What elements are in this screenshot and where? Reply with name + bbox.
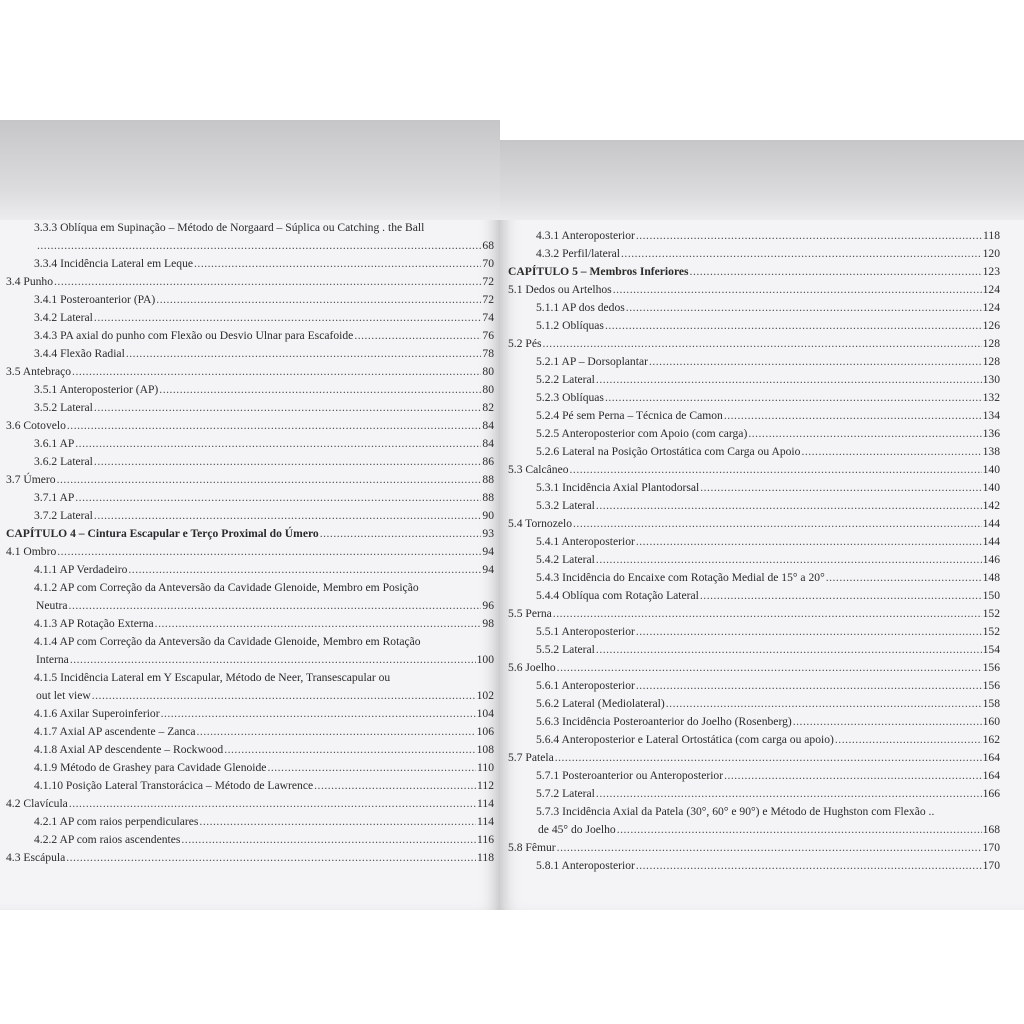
toc-leader-dots: [793, 714, 982, 730]
toc-leader-dots: [57, 544, 481, 560]
toc-page-number: 98: [482, 617, 494, 630]
toc-entry-title: 5.4 Tornozelo: [508, 517, 573, 530]
toc-entry-title: 5.2.6 Lateral na Posição Ortostática com Carga ou Apoio: [536, 445, 801, 458]
toc-leader-dots: [596, 786, 982, 802]
toc-page-number: 154: [982, 643, 1000, 656]
toc-page-number: 94: [482, 545, 494, 558]
toc-leader-dots: [94, 454, 481, 470]
toc-entry-title: 5.1.2 Oblíquas: [536, 319, 604, 332]
toc-page-number: 123: [982, 265, 1000, 278]
toc-leader-dots: [570, 462, 982, 478]
toc-page-number: 84: [482, 437, 494, 450]
toc-leader-dots: [636, 858, 982, 874]
toc-page-number: 166: [982, 787, 1000, 800]
toc-entry: [34, 562, 494, 578]
toc-entry-title: 3.4.2 Lateral: [34, 311, 93, 324]
toc-entry: [536, 714, 1000, 730]
toc-leader-dots: [596, 372, 982, 388]
toc-entry: [34, 454, 494, 470]
toc-entry-title: 5.4.2 Lateral: [536, 553, 595, 566]
toc-entry: [508, 840, 1000, 856]
toc-leader-dots: [159, 382, 481, 398]
toc-page-number: 128: [982, 355, 1000, 368]
toc-page-number: 158: [982, 697, 1000, 710]
toc-page-number: 138: [982, 445, 1000, 458]
toc-entry-title: 5.4.4 Oblíqua com Rotação Lateral: [536, 589, 699, 602]
toc-leader-dots: [54, 274, 481, 290]
toc-page-number: 100: [476, 653, 494, 666]
toc-leader-dots: [72, 364, 481, 380]
toc-leader-dots: [801, 444, 981, 460]
toc-entry-title: 3.7.1 AP: [34, 491, 75, 504]
toc-page-number: 120: [982, 247, 1000, 260]
toc-leader-dots: [666, 696, 982, 712]
toc-leader-dots: [605, 318, 982, 334]
toc-entry-title: 4.1 Ombro: [6, 545, 57, 558]
toc-leader-dots: [314, 778, 476, 794]
toc-entry-title: 5.2 Pés: [508, 337, 542, 350]
toc-leader-dots: [596, 552, 982, 568]
toc-entry: [34, 292, 494, 308]
toc-page-number: 88: [482, 491, 494, 504]
toc-entry: [536, 408, 1000, 424]
toc-page-number: 130: [982, 373, 1000, 386]
toc-leader-dots: [690, 264, 982, 280]
toc-entry-title: 3.5.1 Anteroposterior (AP): [34, 383, 159, 396]
toc-leader-dots: [626, 300, 982, 316]
toc-page-number: 78: [482, 347, 494, 360]
toc-entry: [536, 732, 1000, 748]
toc-entry-title: 3.6.1 AP: [34, 437, 75, 450]
toc-page-number: 96: [482, 599, 494, 612]
toc-leader-dots: [57, 472, 482, 488]
toc-page-number: 124: [982, 301, 1000, 314]
toc-page-number: 118: [477, 851, 494, 864]
toc-entry: [34, 310, 494, 326]
toc-entry-title: 5.3.1 Incidência Axial Plantodorsal: [536, 481, 700, 494]
toc-leader-dots: [194, 256, 481, 272]
toc-entry-title: CAPÍTULO 5 – Membros Inferiores: [508, 265, 689, 278]
toc-page-number: 74: [482, 311, 494, 324]
toc-entry-title: 4.1.5 Incidência Lateral em Y Escapular, Método de Neer, Transescapular ou: [34, 671, 391, 684]
toc-entry: [536, 624, 1000, 640]
toc-entry-title: 5.5.2 Lateral: [536, 643, 595, 656]
toc-entry: [536, 804, 1000, 820]
toc-page-number: 68: [482, 239, 494, 252]
toc-entry-title: 5.6.4 Anteroposterior e Lateral Ortostática (com carga ou apoio): [536, 733, 834, 746]
toc-entry: [536, 426, 1000, 442]
toc-entry-title: 5.7 Patela: [508, 751, 554, 764]
toc-page-number: 104: [476, 707, 494, 720]
toc-page-number: 86: [482, 455, 494, 468]
toc-leader-dots: [835, 732, 982, 748]
toc-leader-dots: [161, 706, 476, 722]
toc-entry-title: 5.7.1 Posteroanterior ou Anteroposterior: [536, 769, 724, 782]
toc-entry: [536, 678, 1000, 694]
toc-entry: [508, 606, 1000, 622]
toc-page-number: 160: [982, 715, 1000, 728]
toc-entry: [536, 318, 1000, 334]
toc-entry-title: 4.2 Clavícula: [6, 797, 68, 810]
page-shadow-band: [500, 140, 1024, 220]
toc-entry-title: 3.6 Cotovelo: [6, 419, 66, 432]
toc-leader-dots: [724, 768, 982, 784]
toc-entry: [34, 436, 494, 452]
toc-entry: [36, 238, 494, 254]
toc-page-number: 80: [482, 383, 494, 396]
toc-entry-title: 5.1.1 AP dos dedos: [536, 301, 625, 314]
toc-chapter-entry: [6, 526, 494, 542]
toc-entry: [536, 480, 1000, 496]
toc-entry: [34, 724, 494, 740]
toc-page-number: 110: [477, 761, 494, 774]
toc-entry: [536, 858, 1000, 874]
toc-entry: [6, 796, 494, 812]
toc-page-number: 170: [982, 841, 1000, 854]
toc-page-number: 72: [482, 293, 494, 306]
toc-entry: [6, 472, 494, 488]
toc-leader-dots: [320, 526, 482, 542]
toc-entry-title: 4.3.2 Perfil/lateral: [536, 247, 621, 260]
toc-entry: [34, 814, 494, 830]
toc-entry: [536, 246, 1000, 262]
toc-leader-dots: [596, 642, 982, 658]
toc-entry-title: 4.1.2 AP com Correção da Anteversão da Cavidade Glenoide, Membro em Posição: [34, 581, 419, 594]
toc-page-number: 146: [982, 553, 1000, 566]
toc-entry: [34, 616, 494, 632]
toc-entry-title: 5.6 Joelho: [508, 661, 556, 674]
toc-entry: [536, 642, 1000, 658]
toc-entry-title: 5.5 Perna: [508, 607, 552, 620]
toc-page-number: 116: [477, 833, 494, 846]
toc-entry-title: 5.1 Dedos ou Artelhos: [508, 283, 612, 296]
toc-leader-dots: [69, 598, 482, 614]
toc-entry-title: 5.4.1 Anteroposterior: [536, 535, 635, 548]
toc-entry-title: 4.1.6 Axilar Superoinferior: [34, 707, 160, 720]
toc-entry-title: 5.8.1 Anteroposterior: [536, 859, 635, 872]
toc-leader-dots: [636, 228, 982, 244]
toc-entry: [536, 372, 1000, 388]
toc-leader-dots: [621, 246, 982, 262]
toc-entry: [536, 390, 1000, 406]
left-page: [0, 120, 500, 910]
toc-leader-dots: [70, 652, 476, 668]
toc-entry: [536, 588, 1000, 604]
toc-leader-dots: [557, 660, 982, 676]
toc-entry-title: 5.3.2 Lateral: [536, 499, 595, 512]
toc-entry-title: 4.3 Escápula: [6, 851, 66, 864]
toc-entry: [34, 742, 494, 758]
toc-entry-title: 5.2.4 Pé sem Perna – Técnica de Camon: [536, 409, 723, 422]
toc-entry-title: 5.5.1 Anteroposterior: [536, 625, 635, 638]
toc-leader-dots: [69, 796, 476, 812]
toc-leader-dots: [636, 678, 982, 694]
toc-entry: [6, 274, 494, 290]
toc-entry-title: de 45° do Joelho: [538, 823, 616, 836]
toc-entry-title: 5.3 Calcâneo: [508, 463, 569, 476]
toc-entry-title: Neutra: [36, 599, 68, 612]
toc-entry: [538, 822, 1000, 838]
toc-entry: [508, 660, 1000, 676]
toc-entry-title: 3.4.3 PA axial do punho com Flexão ou Desvio Ulnar para Escafoide: [34, 329, 354, 342]
toc-leader-dots: [128, 562, 481, 578]
toc-page-number: 94: [482, 563, 494, 576]
toc-leader-dots: [573, 516, 982, 532]
toc-entry: [34, 706, 494, 722]
toc-entry: [34, 382, 494, 398]
toc-page-number: 170: [982, 859, 1000, 872]
toc-entry-title: 4.1.4 AP com Correção da Anteversão da Cavidade Glenoide, Membro em Rotação: [34, 635, 421, 648]
toc-page-number: 90: [482, 509, 494, 522]
toc-entry: [508, 750, 1000, 766]
toc-page-number: 108: [476, 743, 494, 756]
toc-entry-title: 5.2.3 Oblíquas: [536, 391, 604, 404]
toc-entry-title: 3.4.4 Flexão Radial: [34, 347, 125, 360]
toc-page-number: 88: [482, 473, 494, 486]
toc-entry: [508, 516, 1000, 532]
toc-entry: [36, 688, 494, 704]
toc-entry: [536, 444, 1000, 460]
toc-leader-dots: [224, 742, 475, 758]
toc-page-number: 124: [982, 283, 1000, 296]
toc-entry: [34, 832, 494, 848]
toc-page-number: 148: [982, 571, 1000, 584]
toc-page-number: 80: [482, 365, 494, 378]
toc-entry-title: Interna: [36, 653, 69, 666]
toc-entry-title: 3.7.2 Lateral: [34, 509, 93, 522]
toc-entry-title: 4.1.8 Axial AP descendente – Rockwood: [34, 743, 224, 756]
toc-entry-title: 5.6.1 Anteroposterior: [536, 679, 635, 692]
toc-page-number: 140: [982, 463, 1000, 476]
toc-entry-title: 4.3.1 Anteroposterior: [536, 229, 635, 242]
toc-page-number: 142: [982, 499, 1000, 512]
toc-entry: [34, 580, 494, 596]
toc-page-number: 106: [476, 725, 494, 738]
toc-page-number: 102: [476, 689, 494, 702]
toc-leader-dots: [748, 426, 981, 442]
toc-chapter-entry: [508, 264, 1000, 280]
toc-leader-dots: [826, 570, 982, 586]
toc-entry: [34, 508, 494, 524]
toc-entry: [34, 634, 494, 650]
toc-page-number: 134: [982, 409, 1000, 422]
toc-leader-dots: [197, 724, 476, 740]
toc-entry-title: 5.7.2 Lateral: [536, 787, 595, 800]
toc-leader-dots: [75, 490, 481, 506]
toc-leader-dots: [94, 508, 481, 524]
toc-leader-dots: [75, 436, 481, 452]
toc-entry: [6, 364, 494, 380]
toc-entry-title: 5.7.3 Incidência Axial da Patela (30°, 60° e 90°) e Método de Hughston com Flexão ..: [536, 805, 935, 818]
toc-entry-title: 4.1.9 Método de Grashey para Cavidade Glenoide: [34, 761, 267, 774]
toc-leader-dots: [199, 814, 476, 830]
toc-page-number: 152: [982, 625, 1000, 638]
toc-entry: [536, 228, 1000, 244]
toc-entry-title: 4.1.10 Posição Lateral Transtorácica – Método de Lawrence: [34, 779, 314, 792]
toc-entry-title: 3.3.3 Oblíqua em Supinação – Método de Norgaard – Súplica ou Catching . the Ball: [34, 221, 425, 234]
toc-page-number: 93: [482, 527, 494, 540]
toc-leader-dots: [67, 418, 482, 434]
toc-entry: [34, 490, 494, 506]
toc-leader-dots: [700, 480, 981, 496]
toc-entry: [36, 652, 494, 668]
toc-entry: [508, 462, 1000, 478]
toc-page-number: 126: [982, 319, 1000, 332]
toc-entry-title: 3.5.2 Lateral: [34, 401, 93, 414]
toc-entry-title: 5.8 Fêmur: [508, 841, 556, 854]
toc-leader-dots: [636, 624, 982, 640]
toc-entry-title: 3.7 Úmero: [6, 473, 56, 486]
toc-entry-title: 5.4.3 Incidência do Encaixe com Rotação Medial de 15° a 20°: [536, 571, 825, 584]
toc-page-number: 156: [982, 679, 1000, 692]
toc-leader-dots: [37, 238, 481, 254]
toc-leader-dots: [649, 354, 982, 370]
toc-page-number: 156: [982, 661, 1000, 674]
toc-page-number: 162: [982, 733, 1000, 746]
toc-leader-dots: [596, 498, 982, 514]
toc-entry: [536, 570, 1000, 586]
toc-leader-dots: [700, 588, 982, 604]
toc-leader-dots: [543, 336, 982, 352]
toc-page-number: 114: [477, 815, 494, 828]
toc-leader-dots: [613, 282, 982, 298]
toc-leader-dots: [94, 310, 481, 326]
toc-entry: [536, 354, 1000, 370]
toc-leader-dots: [126, 346, 482, 362]
toc-page-number: 128: [982, 337, 1000, 350]
toc-entry-title: out let view: [36, 689, 91, 702]
toc-entry: [508, 282, 1000, 298]
right-page: [500, 140, 1024, 910]
toc-entry-title: 5.6.3 Incidência Posteroanterior do Joelho (Rosenberg): [536, 715, 792, 728]
toc-entry-title: 3.5 Antebraço: [6, 365, 72, 378]
toc-entry: [536, 696, 1000, 712]
toc-entry-title: 3.6.2 Lateral: [34, 455, 93, 468]
toc-entry: [34, 328, 494, 344]
toc-entry: [536, 498, 1000, 514]
toc-page-number: 164: [982, 751, 1000, 764]
toc-entry: [34, 220, 494, 236]
toc-entry-title: 5.2.1 AP – Dorsoplantar: [536, 355, 648, 368]
toc-leader-dots: [724, 408, 982, 424]
toc-entry-title: 3.3.4 Incidência Lateral em Leque: [34, 257, 194, 270]
toc-leader-dots: [354, 328, 481, 344]
toc-leader-dots: [267, 760, 476, 776]
toc-leader-dots: [555, 750, 982, 766]
toc-entry: [34, 346, 494, 362]
toc-page-number: 136: [982, 427, 1000, 440]
toc-entry: [34, 670, 494, 686]
toc-page-number: 150: [982, 589, 1000, 602]
toc-entry-title: 3.4 Punho: [6, 275, 54, 288]
toc-page-number: 144: [982, 535, 1000, 548]
toc-page-number: 76: [482, 329, 494, 342]
toc-leader-dots: [181, 832, 476, 848]
toc-entry-title: 4.1.1 AP Verdadeiro: [34, 563, 128, 576]
toc-entry: [508, 336, 1000, 352]
toc-page-number: 168: [982, 823, 1000, 836]
toc-entry-title: 5.2.5 Anteroposterior com Apoio (com carga): [536, 427, 748, 440]
toc-entry: [536, 768, 1000, 784]
toc-page-number: 140: [982, 481, 1000, 494]
toc-page-number: 72: [482, 275, 494, 288]
toc-entry-title: CAPÍTULO 4 – Cintura Escapular e Terço Proximal do Úmero: [6, 527, 319, 540]
toc-entry: [6, 544, 494, 560]
toc-entry: [36, 598, 494, 614]
toc-leader-dots: [617, 822, 982, 838]
toc-entry: [34, 400, 494, 416]
toc-entry: [6, 418, 494, 434]
toc-page-number: 82: [482, 401, 494, 414]
toc-leader-dots: [553, 606, 982, 622]
page-shadow-band: [0, 120, 500, 220]
toc-page-number: 152: [982, 607, 1000, 620]
toc-leader-dots: [636, 534, 982, 550]
toc-leader-dots: [557, 840, 982, 856]
toc-page-number: 114: [477, 797, 494, 810]
toc-leader-dots: [156, 292, 481, 308]
toc-entry: [6, 850, 494, 866]
toc-leader-dots: [155, 616, 482, 632]
toc-entry-title: 4.1.3 AP Rotação Externa: [34, 617, 154, 630]
toc-entry: [536, 300, 1000, 316]
toc-page-number: 84: [482, 419, 494, 432]
toc-entry-title: 4.2.2 AP com raios ascendentes: [34, 833, 181, 846]
toc-entry-title: 3.4.1 Posteroanterior (PA): [34, 293, 156, 306]
toc-leader-dots: [66, 850, 476, 866]
toc-leader-dots: [94, 400, 481, 416]
toc-entry-title: 4.1.7 Axial AP ascendente – Zanca: [34, 725, 196, 738]
toc-page-number: 132: [982, 391, 1000, 404]
toc-entry: [536, 534, 1000, 550]
toc-page-number: 112: [477, 779, 494, 792]
toc-page-number: 70: [482, 257, 494, 270]
toc-leader-dots: [92, 688, 476, 704]
toc-leader-dots: [605, 390, 982, 406]
toc-entry: [34, 778, 494, 794]
toc-entry: [34, 256, 494, 272]
toc-entry-title: 4.2.1 AP com raios perpendiculares: [34, 815, 199, 828]
toc-page-number: 118: [983, 229, 1000, 242]
toc-entry-title: 5.2.2 Lateral: [536, 373, 595, 386]
toc-page-number: 144: [982, 517, 1000, 530]
toc-entry: [536, 552, 1000, 568]
toc-entry-title: 5.6.2 Lateral (Mediolateral): [536, 697, 665, 710]
toc-entry: [536, 786, 1000, 802]
toc-page-number: 164: [982, 769, 1000, 782]
toc-entry: [34, 760, 494, 776]
